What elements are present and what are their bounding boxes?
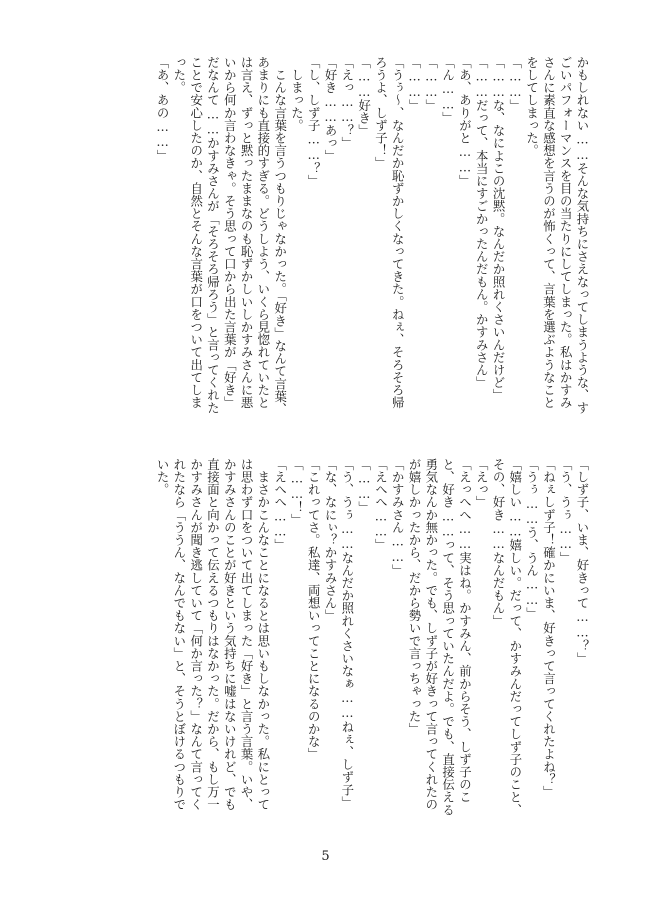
lower-text-block (62, 458, 590, 838)
text-line: った。 (171, 56, 187, 94)
text-line: 「う、うぅ……なんだか照れくさいなぁ……ねぇ、しず子」 (339, 458, 355, 809)
text-line: 「えっ……？」 (339, 56, 355, 150)
text-line: 「うぅ〜、なんだか恥ずかしくなってきた。ねぇ、そろそろ帰 (390, 56, 406, 409)
text-line: かもしれない……そんな気持ちにさえなってしまうような、す (575, 56, 590, 414)
text-line: いから何か言わなきゃ。そう思って口から出た言葉が「好き」 (222, 56, 238, 409)
text-line: は思わず口をついて出てしまった「好き」と言う言葉。いや、 (239, 458, 255, 811)
text-line: 「えっ」 (474, 458, 490, 509)
text-line: 「好き……あっ」 (323, 56, 339, 162)
text-line: 「……だって、本当にすごかったんだもん。かすみさん」 (474, 56, 490, 389)
text-line: 「嬉しい……嬉しい。だって、かすみんだってしず子のこと、 (507, 458, 523, 816)
text-line: 「……」 (423, 56, 439, 112)
text-line: 「……」 (407, 56, 423, 112)
text-line: 「……」 (507, 56, 523, 112)
text-line: 「な、なにぃ？かすみさん」 (323, 458, 339, 622)
text-line: をしてしまった。 (524, 56, 540, 157)
upper-text-block (62, 56, 590, 436)
text-line: 「えへへ……」 (272, 458, 288, 552)
page-number: 5 (321, 849, 330, 864)
text-line: あまりにも直接的すぎる。どうしよう、いくら見惚れていたと (255, 56, 271, 409)
text-line: 「これってさ。私達、両想いってことになるのかな」 (306, 458, 322, 761)
text-line: 「……な、なによこの沈黙。なんだか照れくさいんだけど」 (491, 56, 507, 402)
text-line: 「あ、ありがと……」 (457, 56, 473, 188)
text-line: は言え、ずっと黙ったままなのも恥ずかしいしかすみさんに悪 (239, 56, 255, 409)
text-line: 「……」 (356, 458, 372, 514)
text-line: 「あ、あの……」 (155, 56, 171, 162)
text-line: ろうよ、しず子！」 (373, 56, 389, 170)
text-line: 「し、しず子……？」 (306, 56, 322, 188)
text-line: 「う、うぅ……」 (558, 458, 574, 564)
text-line: 「かすみさん……」 (390, 458, 406, 577)
text-line: れたなら「ううん、なんでもない」と、そうとぼけるつもりで (171, 458, 187, 811)
text-line: ことで安心したのか、自然とそんな言葉が口をついて出てしま (188, 56, 204, 409)
text-line: 勇気なんか無かった。でも、しず子が好きって言ってくれたの (423, 458, 439, 811)
text-line: ごいパフォーマンスを目の当たりにしてしまった。私はかすみ (558, 56, 574, 409)
text-line: 「……好き」 (356, 56, 372, 137)
text-line: いた。 (155, 458, 171, 496)
text-line: こんな言葉を言うつもりじゃなかった。「好き」なんて言葉、 (272, 56, 288, 416)
text-line: 「えへへ……」 (373, 458, 389, 552)
text-line: かすみさんが聞き逃していて「何か言った？」なんて言ってく (188, 458, 204, 811)
text-line: 「ねぇしず子！確かにいま、好きって言ってくれたよね？」 (541, 458, 557, 799)
text-line: が嬉しかったから、だから勢いで言っちゃった」 (407, 458, 423, 736)
text-line: だなんて……かすみさんが「そろそろ帰ろう」と言ってくれた (205, 56, 221, 414)
text-line: さんに素直な感想を言うのが怖くって、言葉を選ぶようなこと (541, 56, 557, 409)
text-line: 「ん……」 (440, 56, 456, 125)
text-line: 「……！」 (289, 458, 305, 527)
text-line: かすみさんのことが好きという気持ちに嘘はないけれど、でも (222, 458, 238, 811)
text-line: 直接面と向かって伝えるつもりはなかった。だから、もし万一 (205, 458, 221, 811)
text-line: 「うぅ……う、うん……」 (524, 458, 540, 620)
text-line: まさかこんなことになるとは思いもしなかった。私にとって (255, 458, 271, 811)
text-line: 「しず子、いま、好きって……？」 (575, 458, 590, 665)
text-line: しまった。 (289, 56, 305, 132)
text-line: と、好き……って、そう思っていたんだよ。でも、直接伝える (440, 458, 456, 816)
text-line: その、好き……なんだもん」 (491, 458, 507, 627)
text-line: 「えっへへ……実はね。かすみん、前からそう、しず子のこ (457, 458, 473, 804)
